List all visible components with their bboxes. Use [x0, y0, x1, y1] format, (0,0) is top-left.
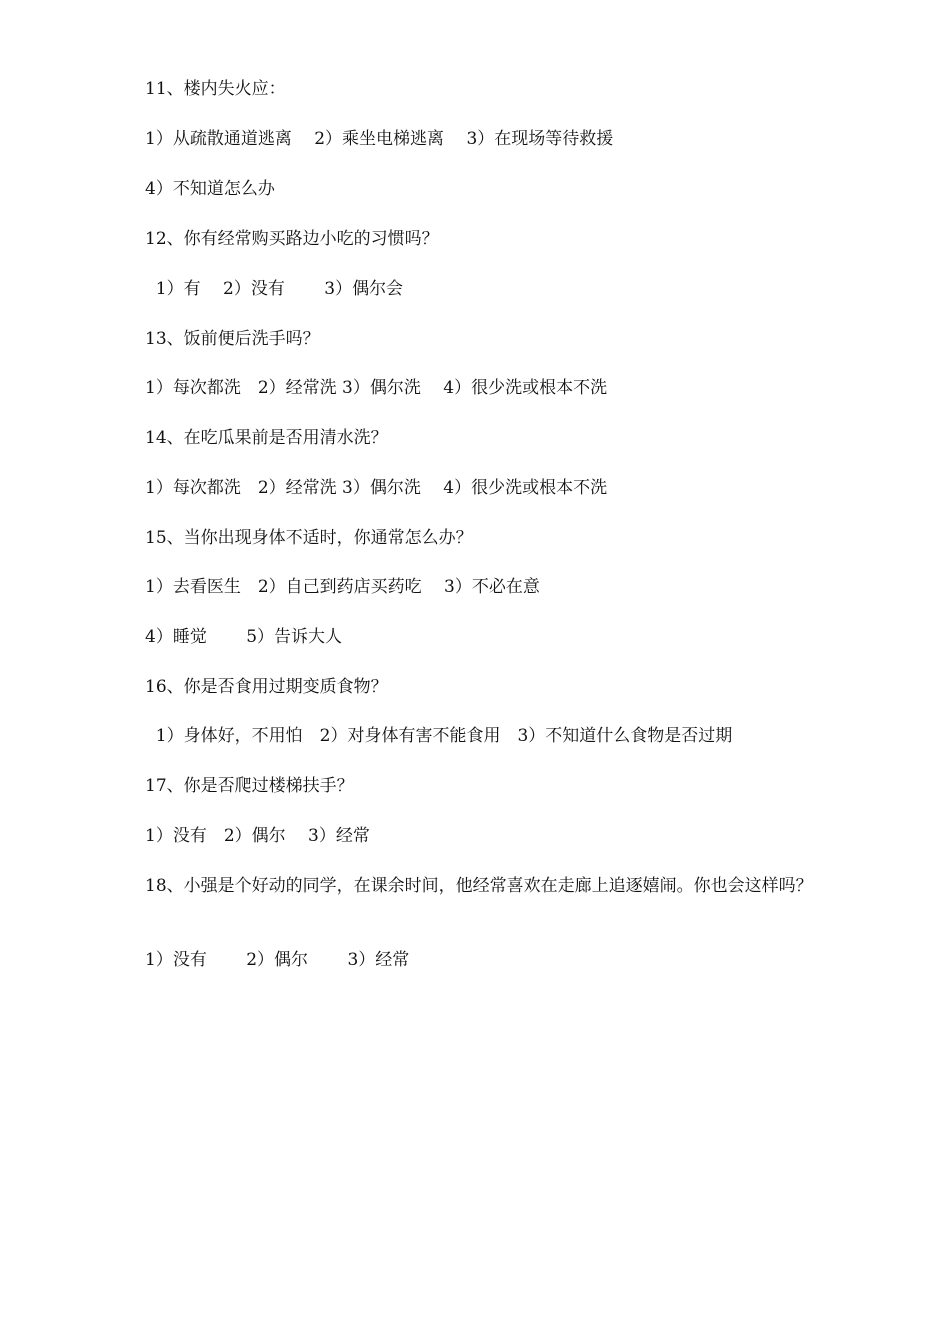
question-11-options-b: 4）不知道怎么办 [145, 179, 275, 199]
question-13-options: 1）每次都洗 2）经常洗 3）偶尔洗 4）很少洗或根本不洗 [145, 378, 608, 398]
question-12: 12、你有经常购买路边小吃的习惯吗？ [145, 229, 439, 249]
question-17: 17、你是否爬过楼梯扶手？ [145, 776, 354, 796]
question-14-options: 1）每次都洗 2）经常洗 3）偶尔洗 4）很少洗或根本不洗 [145, 478, 608, 498]
question-18-options: 1）没有 2）偶尔 3）经常 [145, 950, 410, 970]
question-15: 15、当你出现身体不适时，你通常怎么办？ [145, 528, 473, 548]
question-18: 18、小强是个好动的同学，在课余时间，他经常喜欢在走廊上追逐嬉闹。你也会这样吗？ [145, 876, 813, 896]
question-15-options-a: 1）去看医生 2）自己到药店买药吃 3）不必在意 [145, 577, 540, 597]
question-11: 11、楼内失火应： [145, 79, 286, 99]
question-14: 14、在吃瓜果前是否用清水洗？ [145, 428, 388, 448]
question-15-options-b: 4）睡觉 5）告诉大人 [145, 627, 343, 647]
question-13: 13、饭前便后洗手吗？ [145, 329, 320, 349]
question-16-options: 1）身体好，不用怕 2）对身体有害不能食用 3）不知道什么食物是否过期 [145, 726, 733, 746]
question-17-options: 1）没有 2）偶尔 3）经常 [145, 826, 370, 846]
question-16: 16、你是否食用过期变质食物？ [145, 677, 388, 697]
question-11-options-a: 1）从疏散通道逃离 2）乘坐电梯逃离 3）在现场等待救援 [145, 129, 614, 149]
question-12-options: 1）有 2）没有 3）偶尔会 [145, 279, 404, 299]
